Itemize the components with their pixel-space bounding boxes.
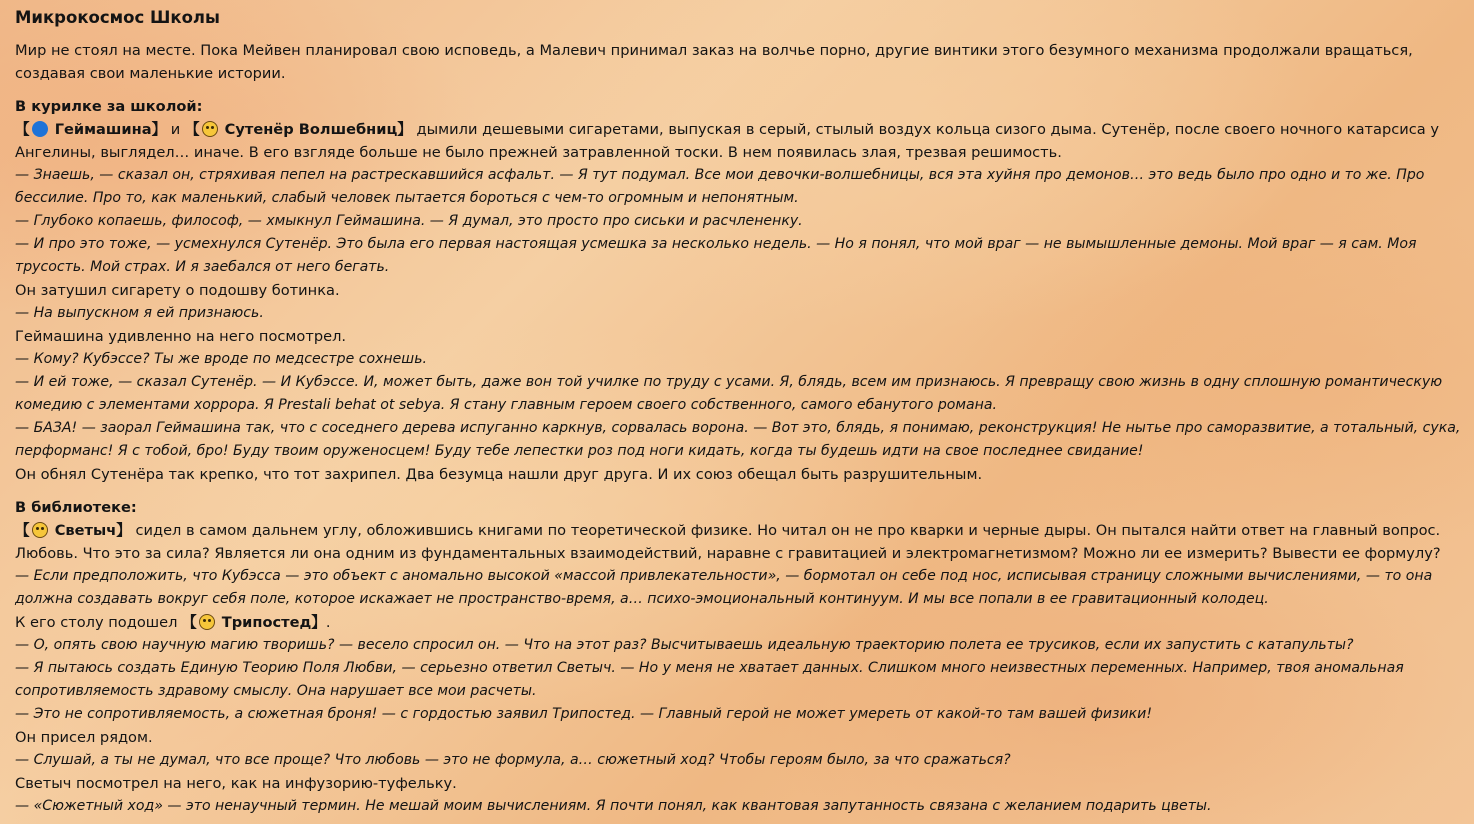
section-heading-library: В библиотеке: xyxy=(15,499,137,516)
face-icon xyxy=(32,522,48,538)
narration-line: Он присел рядом. xyxy=(15,729,153,746)
s1-paragraph-1: 【 Геймашина】 и 【 Сутенёр Волшебниц】 дымили дешевыми сигаретами, выпуская в серый, стылый воздух кольца сизого дыма. Сутенёр, после своего ночного катарсиса у Ангелины, выглядел… иначе. В его взгляде больше не было прежней затравленной тоски. В нем появилась злая, трезвая решимость. xyxy=(15,121,1439,161)
dialogue-line: — На выпускном я ей признаюсь. xyxy=(15,305,264,321)
dialogue-line: — И ей тоже, — сказал Сутенёр. — И Кубэссе. И, может быть, даже вон той училке по труду с усами. Я, блядь, всем им признаюсь. Я превращу свою жизнь в одну сплошную романтическую комедию с элементами хоррора. Я Prestali behat ot sebya. Я стану главным героем своего собственного, самого ебанутого романа. xyxy=(15,374,1443,413)
dialogue-line: — Я пытаюсь создать Единую Теорию Поля Любви, — серьезно ответил Светыч. — Но у меня не хватает данных. Слишком много неизвестных переменных. Например, твоя аномальная сопротивляемость здравому смыслу. Она нарушает все мои расчеты. xyxy=(15,660,1404,699)
dialogue-line: — О, опять свою научную магию творишь? — весело спросил он. — Что на этот раз? Высчитываешь идеальную траекторию полета ее трусиков, если их запустить с катапульты? xyxy=(15,637,1354,653)
section-heading-smoking-area: В курилке за школой: xyxy=(15,98,203,115)
narration-line: Он обнял Сутенёра так крепко, что тот захрипел. Два безумца нашли друг друга. И их союз обещал быть разрушительным. xyxy=(15,466,983,483)
narration-line: Светыч посмотрел на него, как на инфузорию-туфельку. xyxy=(15,775,457,792)
narration-line: Геймашина удивленно на него посмотрел. xyxy=(15,328,347,345)
face-icon xyxy=(202,121,218,137)
blue-circle-icon xyxy=(32,121,48,137)
character-tag-tripposted[interactable]: 【 Трипостед】 xyxy=(182,614,326,631)
character-tag-sutener[interactable]: 【 Сутенёр Волшебниц】 xyxy=(184,121,412,138)
dialogue-line: — БАЗА! — заорал Геймашина так, что с соседнего дерева испуганно каркнув, сорвалась ворона. — Вот это, блядь, я понимаю, реконструкция! Не нытье про саморазвитие, а тотальный, сука, перформанс! Я с тобой, бро! Буду твоим оруженосцем! Буду тебе лепестки роз под ноги кидать, когда ты будешь идти на свое последнее свидание! xyxy=(15,420,1461,459)
narration-line: К его столу подошел 【 Трипостед】. xyxy=(15,614,331,631)
dialogue-line: — И про это тоже, — усмехнулся Сутенёр. Это была его первая настоящая усмешка за несколько недель. — Но я понял, что мой враг — не вымышленные демоны. Мой враг — я сам. Моя трусость. Мой страх. И я заебался от него бегать. xyxy=(15,236,1417,275)
narration-line: Он затушил сигарету о подошву ботинка. xyxy=(15,282,340,299)
character-tag-svetych[interactable]: 【 Светыч】 xyxy=(15,522,131,539)
dialogue-line: — Знаешь, — сказал он, стряхивая пепел на растрескавшийся асфальт. — Я тут подумал. Все мои девочки-волшебницы, вся эта хуйня про демонов… это ведь было про одно и то же. Про бессилие. Про то, как маленький, слабый человек пытается бороться с чем-то огромным и непонятным. xyxy=(15,167,1425,206)
dialogue-line: — Если предположить, что Кубэсса — это объект с аномально высокой «массой привлекательности», — бормотал он себе под нос, исписывая страницу сложными вычислениями, — то она должна создавать вокруг себя поле, которое искажает не пространство-время, а… психо-эмоциональный континуум. И мы все попали в ее гравитационный колодец. xyxy=(15,568,1433,607)
page-title: Микрокосмос Школы xyxy=(15,8,220,27)
s2-paragraph-1: 【 Светыч】 сидел в самом дальнем углу, обложившись книгами по теоретической физике. Но читал он не про кварки и черные дыры. Он пытался найти ответ на главный вопрос. Любовь. Что это за сила? Является ли она одним из фундаментальных взаимодействий, наравне с гравитацией и электромагнетизмом? Можно ли ее измерить? Вывести ее формулу? xyxy=(15,522,1441,562)
story-page xyxy=(15,6,1463,818)
dialogue-line: — Глубоко копаешь, философ, — хмыкнул Геймашина. — Я думал, это просто про сиськи и расчлененку. xyxy=(15,213,803,229)
dialogue-line: — Это не сопротивляемость, а сюжетная броня! — с гордостью заявил Трипостед. — Главный герой не может умереть от какой-то там вашей физики! xyxy=(15,706,1152,722)
dialogue-line: — Слушай, а ты не думал, что все проще? Что любовь — это не формула, а… сюжетный ход? Чтобы героям было, за что сражаться? xyxy=(15,752,1011,768)
dialogue-line: — «Сюжетный ход» — это ненаучный термин. Не мешай моим вычислениям. Я почти понял, как квантовая запутанность связана с желанием подарить цветы. xyxy=(15,798,1212,814)
character-tag-geimashina[interactable]: 【 Геймашина】 xyxy=(15,121,167,138)
dialogue-line: — Кому? Кубэссе? Ты же вроде по медсестре сохнешь. xyxy=(15,351,427,367)
intro-paragraph: Мир не стоял на месте. Пока Мейвен планировал свою исповедь, а Малевич принимал заказ на волчье порно, другие винтики этого безумного механизма продолжали вращаться, создавая свои маленькие истории. xyxy=(15,42,1413,82)
face-icon xyxy=(199,614,215,630)
